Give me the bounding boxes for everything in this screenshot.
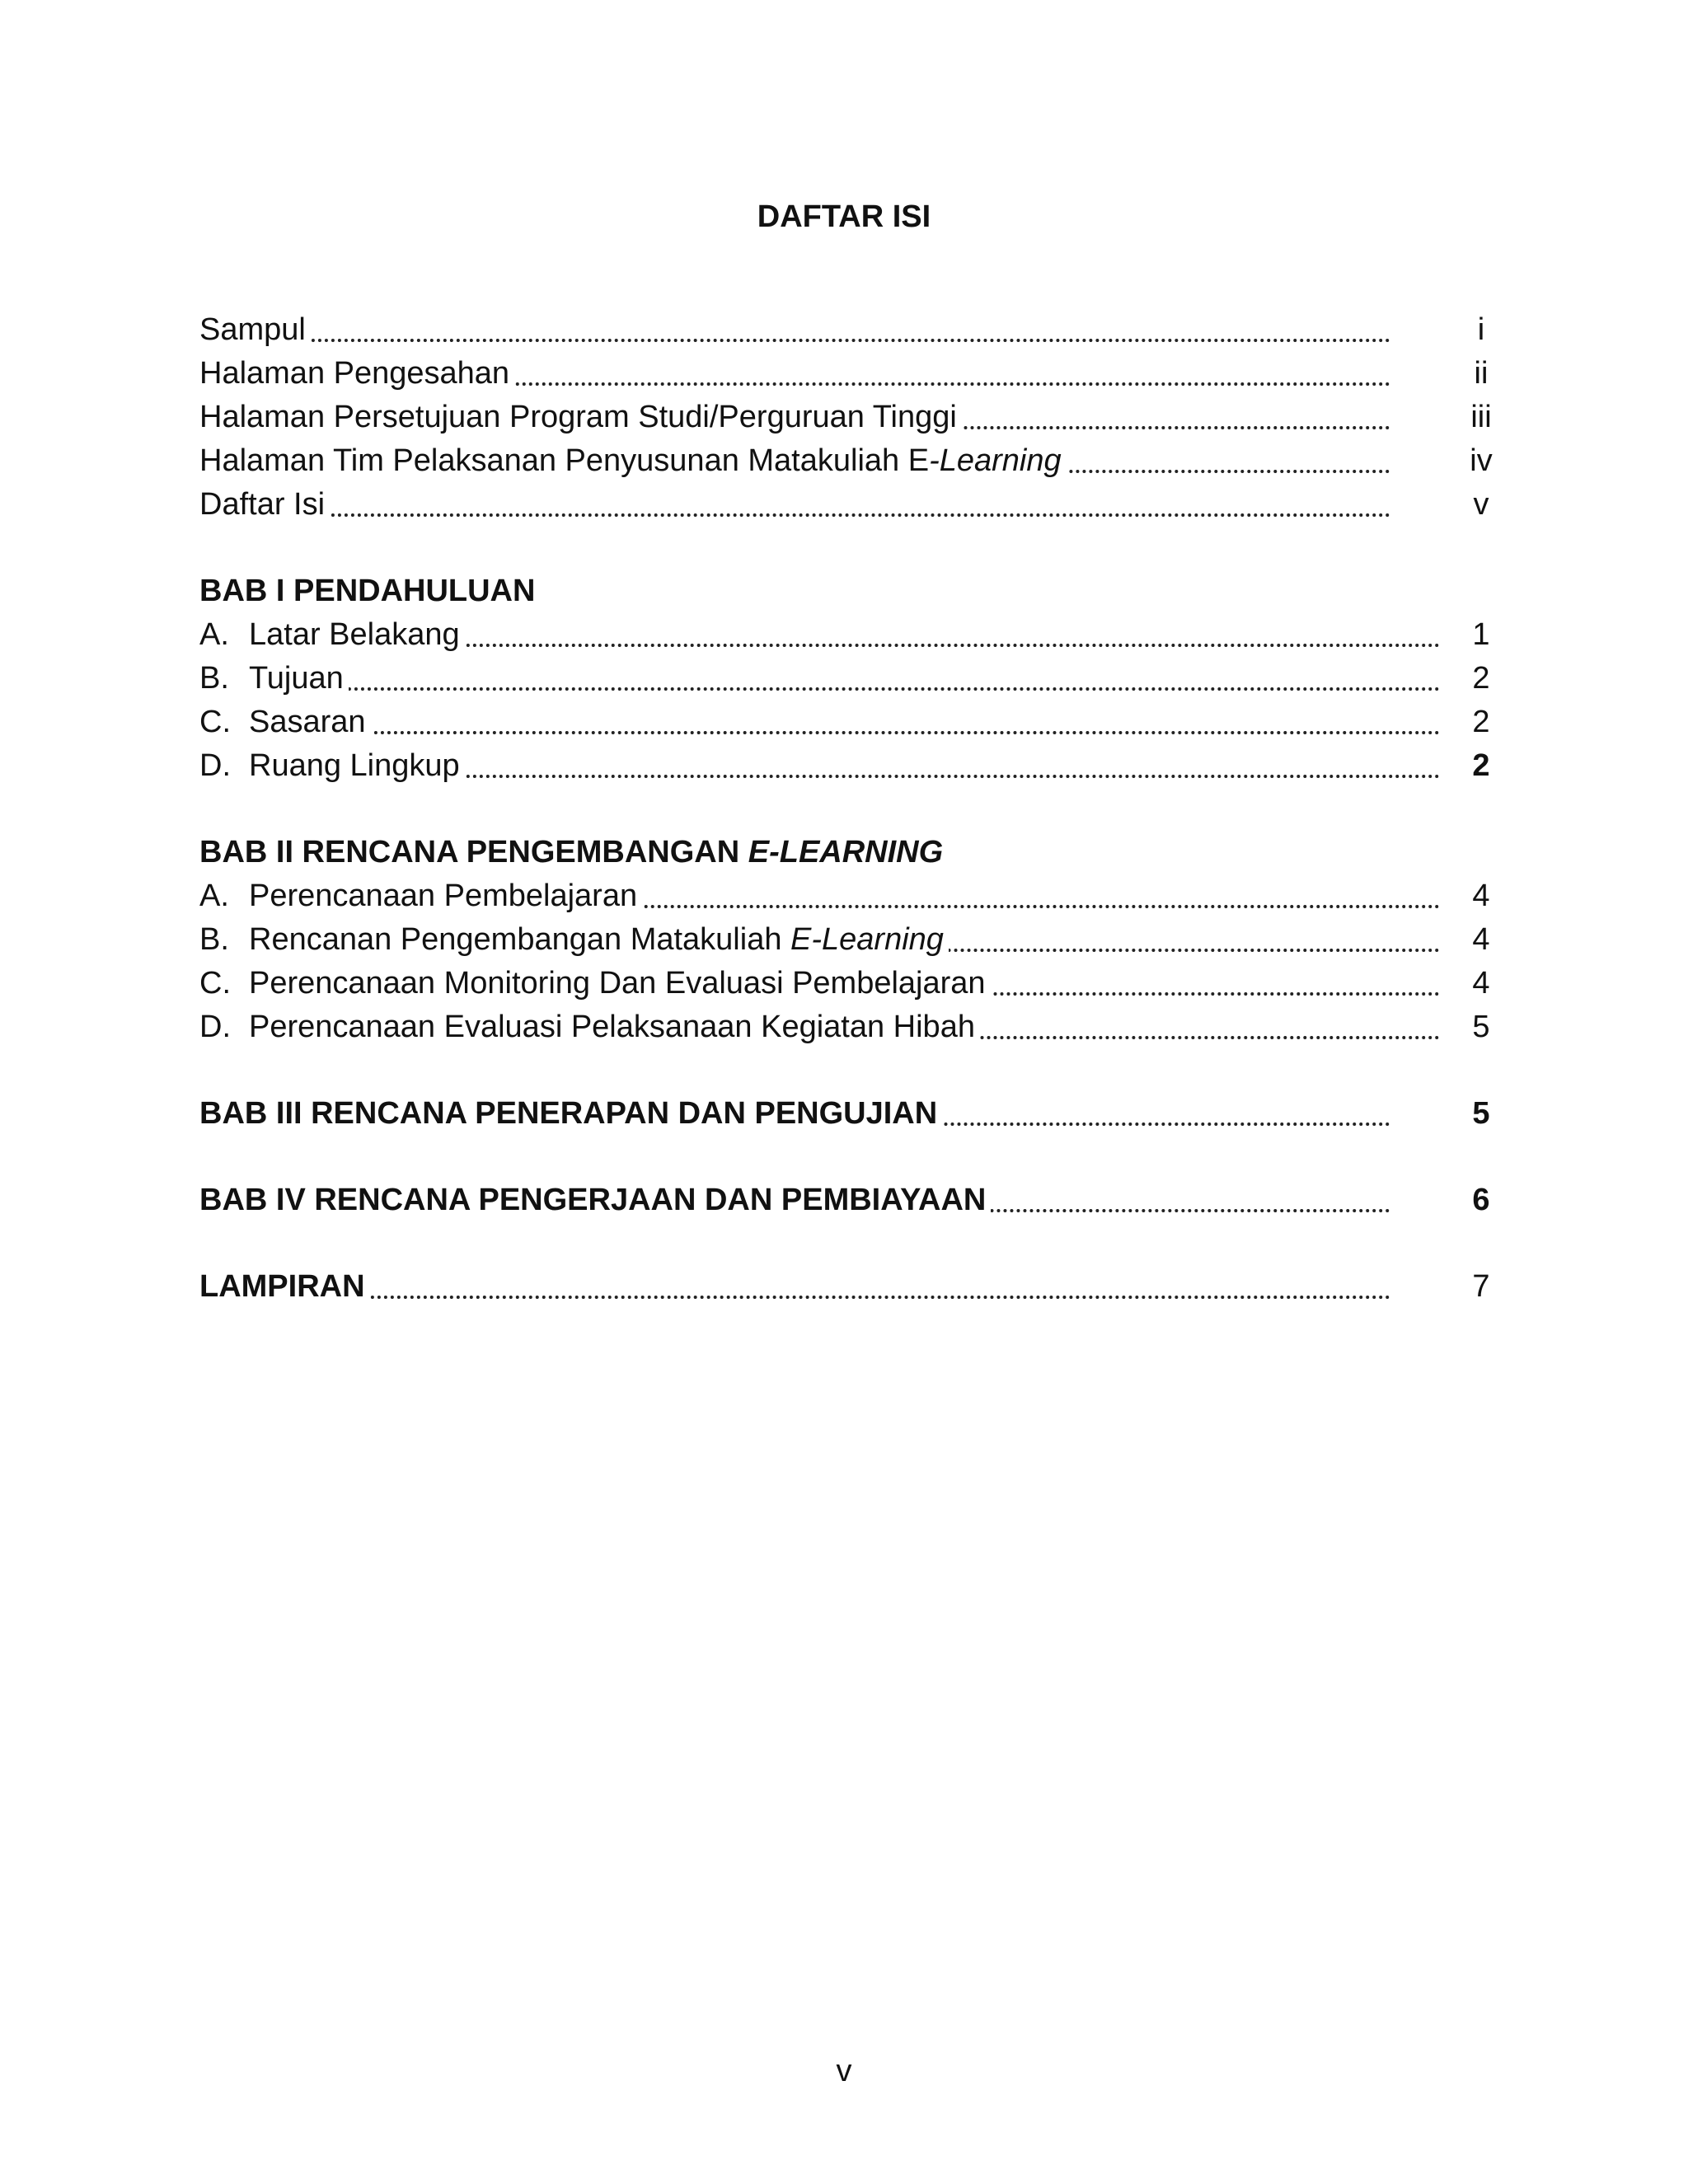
toc-entry-text: Perencanaan Monitoring Dan Evaluasi Pembelajaran xyxy=(249,966,986,1001)
toc-entry-text: Ruang Lingkup xyxy=(249,748,460,783)
toc-entry-label: Halaman Persetujuan Program Studi/Perguruan Tinggi xyxy=(199,400,962,434)
toc-entry-letter: A. xyxy=(199,879,229,913)
toc-entry-label xyxy=(199,661,349,696)
page-title: DAFTAR ISI xyxy=(757,199,931,234)
toc-entry-label: BAB IV RENCANA PENGERJAAN DAN PEMBIAYAAN xyxy=(199,1183,991,1217)
toc-entry-label: Daftar Isi xyxy=(199,487,330,522)
toc-entry-text: Rencanan Pengembangan Matakuliah xyxy=(249,922,791,957)
toc-page-number: 5 xyxy=(1472,1010,1490,1044)
toc-page-number: i xyxy=(1477,312,1485,347)
toc-entry-label: Sampul xyxy=(199,312,311,347)
toc-entry-letter: B. xyxy=(199,661,229,696)
toc-entry-italic-text: -Learning xyxy=(929,443,1062,478)
toc-page-number: iv xyxy=(1470,443,1493,478)
toc-entry-label: LAMPIRAN xyxy=(199,1269,370,1304)
dot-leader xyxy=(199,339,1390,342)
toc-entry-text: Perencanaan Pembelajaran xyxy=(249,879,638,913)
toc-entry-halaman-persetujuan[interactable] xyxy=(199,395,1492,439)
chapter-heading-italic-text: E-LEARNING xyxy=(748,835,944,869)
toc-entry-letter: D. xyxy=(199,748,231,783)
toc-entry-italic-text: E-Learning xyxy=(790,922,944,957)
toc-entry-letter: D. xyxy=(199,1010,231,1044)
toc-entry-text: Latar Belakang xyxy=(249,617,460,652)
toc-page-number: v xyxy=(1473,487,1489,522)
toc-page-number: ii xyxy=(1474,356,1489,391)
dot-leader xyxy=(199,1296,1390,1299)
toc-page-number: 2 xyxy=(1472,748,1490,783)
chapter-heading-bab-2[interactable] xyxy=(199,830,943,874)
toc-page-number: 6 xyxy=(1472,1183,1490,1217)
toc-entry-text: Tujuan xyxy=(249,661,344,696)
toc-entry-ruang-lingkup[interactable] xyxy=(199,743,1490,788)
toc-entry-label xyxy=(199,922,949,957)
toc-page-number: 7 xyxy=(1472,1269,1490,1304)
toc-entry-perencanaan-pembelajaran[interactable] xyxy=(199,874,1490,918)
toc-entry-bab-3[interactable] xyxy=(199,1091,1490,1136)
dot-leader xyxy=(199,513,1390,517)
toc-entry-halaman-pengesahan[interactable] xyxy=(199,351,1489,396)
toc-entry-sampul[interactable] xyxy=(199,307,1485,352)
toc-entry-letter: C. xyxy=(199,966,231,1001)
toc-entry-perencanaan-evaluasi[interactable] xyxy=(199,1005,1490,1049)
toc-entry-label: Halaman Pengesahan xyxy=(199,356,514,391)
toc-entry-label xyxy=(199,443,1067,478)
toc-entry-letter: A. xyxy=(199,617,229,652)
toc-entry-latar-belakang[interactable] xyxy=(199,612,1490,657)
toc-entry-lampiran[interactable] xyxy=(199,1264,1490,1309)
dot-leader xyxy=(249,687,1440,691)
footer-page-number: v xyxy=(836,2054,852,2088)
toc-entry-text: Halaman Tim Pelaksanan Penyusunan Matakuliah E xyxy=(199,443,930,478)
chapter-heading-bab-1[interactable]: BAB I PENDAHULUAN xyxy=(199,574,536,608)
toc-entry-label xyxy=(199,1010,980,1044)
toc-entry-halaman-tim[interactable] xyxy=(199,438,1493,483)
toc-page-number: 2 xyxy=(1472,661,1490,696)
toc-page-number: 5 xyxy=(1472,1096,1490,1131)
chapter-heading-text: BAB II RENCANA PENGEMBANGAN xyxy=(199,835,748,869)
toc-entry-label xyxy=(199,966,991,1001)
toc-entry-perencanaan-monitoring[interactable] xyxy=(199,961,1490,1005)
toc-page-number: 1 xyxy=(1472,617,1490,652)
toc-entry-label xyxy=(199,617,465,652)
toc-entry-label xyxy=(199,879,642,913)
toc-page-number: 4 xyxy=(1472,966,1490,1001)
toc-entry-sasaran[interactable] xyxy=(199,700,1490,744)
dot-leader xyxy=(249,731,1440,734)
toc-entry-label xyxy=(199,705,371,739)
toc-entry-label: BAB III RENCANA PENERAPAN DAN PENGUJIAN xyxy=(199,1096,942,1131)
toc-entry-text: Perencanaan Evaluasi Pelaksanaan Kegiatan Hibah xyxy=(249,1010,975,1044)
toc-page-number: 4 xyxy=(1472,922,1490,957)
toc-entry-label xyxy=(199,748,465,783)
toc-entry-letter: C. xyxy=(199,705,231,739)
toc-entry-text: Sasaran xyxy=(249,705,366,739)
toc-entry-bab-4[interactable] xyxy=(199,1178,1490,1222)
toc-entry-letter: B. xyxy=(199,922,229,957)
toc-page-number: iii xyxy=(1470,400,1492,434)
toc-entry-rencanan-pengembangan[interactable] xyxy=(199,917,1490,962)
toc-entry-tujuan[interactable] xyxy=(199,656,1490,701)
toc-entry-daftar-isi[interactable] xyxy=(199,482,1489,527)
toc-page-number: 2 xyxy=(1472,705,1490,739)
toc-page-number: 4 xyxy=(1472,879,1490,913)
